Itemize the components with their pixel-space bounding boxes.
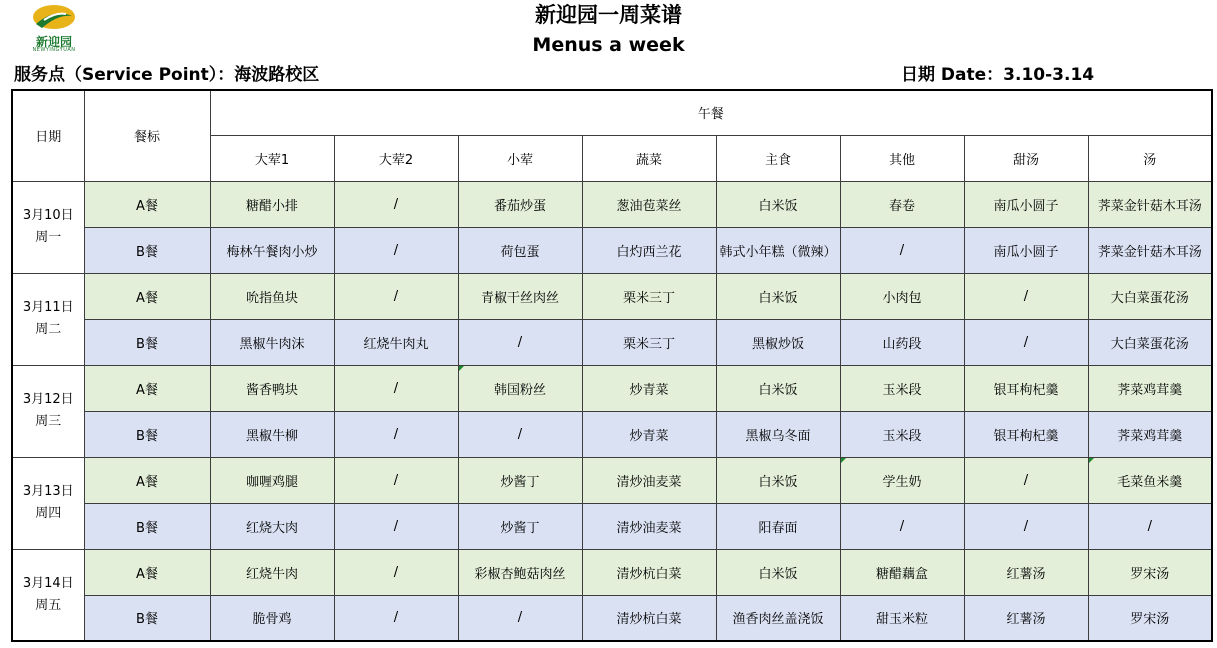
header-date: 日期 — [12, 90, 84, 181]
dish-cell: 脆骨鸡 — [210, 595, 334, 641]
header-lunch: 午餐 — [210, 90, 1212, 135]
dish-cell: / — [458, 411, 582, 457]
header-col: 其他 — [840, 135, 964, 181]
dish-cell: 白灼西兰花 — [582, 227, 716, 273]
dish-cell: 炒青菜 — [582, 365, 716, 411]
day-weekday: 周五 — [35, 597, 62, 613]
dish-cell: 银耳枸杞羹 — [964, 411, 1088, 457]
table-row — [12, 365, 1212, 411]
table-row — [12, 181, 1212, 227]
dish-cell: / — [334, 457, 458, 503]
day-cell — [12, 181, 84, 273]
table-row — [12, 411, 1212, 457]
meal-cell: A餐 — [84, 181, 210, 227]
dish-cell: 清炒杭白菜 — [582, 595, 716, 641]
dish-cell: / — [840, 503, 964, 549]
header-col: 大荤2 — [334, 135, 458, 181]
dish-cell: 渔香肉丝盖浇饭 — [716, 595, 840, 641]
dish-cell: 白米饭 — [716, 273, 840, 319]
dish-cell: 梅林午餐肉小炒 — [210, 227, 334, 273]
dish-cell: 红薯汤 — [964, 549, 1088, 595]
dish-cell: / — [334, 227, 458, 273]
dish-cell: 韩式小年糕（微辣） — [716, 227, 840, 273]
logo-brand-cn: 新迎园 — [35, 35, 72, 49]
dish-cell: 南瓜小圆子 — [964, 181, 1088, 227]
dish-cell: 银耳枸杞羹 — [964, 365, 1088, 411]
dish-cell: 玉米段 — [840, 411, 964, 457]
day-weekday: 周一 — [35, 230, 62, 245]
day-weekday: 周四 — [35, 506, 62, 521]
header-col: 主食 — [716, 135, 840, 181]
header-col: 汤 — [1088, 135, 1212, 181]
dish-cell: / — [458, 319, 582, 365]
dish-cell: 清炒油麦菜 — [582, 503, 716, 549]
dish-cell: 南瓜小圆子 — [964, 227, 1088, 273]
header-col: 小荤 — [458, 135, 582, 181]
dish-cell: 荷包蛋 — [458, 227, 582, 273]
dish-cell: / — [334, 181, 458, 227]
meal-cell: B餐 — [84, 227, 210, 273]
dish-cell: 红薯汤 — [964, 595, 1088, 641]
table-row — [12, 227, 1212, 273]
dish-cell: 玉米段 — [840, 365, 964, 411]
day-weekday: 周三 — [35, 414, 62, 429]
dish-cell: 春卷 — [840, 181, 964, 227]
dish-cell: 栗米三丁 — [582, 319, 716, 365]
dish-cell: / — [458, 595, 582, 641]
dish-cell: 白米饭 — [716, 365, 840, 411]
dish-cell: 大白菜蛋花汤 — [1088, 273, 1212, 319]
day-date: 3月10日 — [22, 208, 74, 223]
page-title: 新迎园一周菜谱 — [535, 3, 682, 27]
day-date: 3月14日 — [22, 575, 74, 591]
dish-cell: 炒酱丁 — [458, 457, 582, 503]
dish-cell: 炒青菜 — [582, 411, 716, 457]
dish-cell: 白米饭 — [716, 181, 840, 227]
dish-cell: 糖醋小排 — [210, 181, 334, 227]
dish-cell: / — [334, 411, 458, 457]
meal-cell: A餐 — [84, 365, 210, 411]
dish-cell: 荠菜金针菇木耳汤 — [1088, 227, 1212, 273]
day-cell — [12, 457, 84, 549]
dish-cell: 小肉包 — [840, 273, 964, 319]
table-row — [12, 549, 1212, 595]
meal-cell: B餐 — [84, 503, 210, 549]
meal-cell: A餐 — [84, 457, 210, 503]
dish-cell: 炒酱丁 — [458, 503, 582, 549]
table-row — [12, 503, 1212, 549]
table-row — [12, 595, 1212, 641]
meal-cell: A餐 — [84, 273, 210, 319]
dish-cell: 阳春面 — [716, 503, 840, 549]
day-weekday: 周二 — [35, 322, 62, 337]
table-row — [12, 273, 1212, 319]
page-subtitle: Menus a week — [532, 34, 685, 56]
meal-cell: B餐 — [84, 595, 210, 641]
date-range-label: 日期 Date：3.10-3.14 — [901, 65, 1095, 85]
dish-cell: 白米饭 — [716, 549, 840, 595]
dish-cell: 红烧牛肉 — [210, 549, 334, 595]
dish-cell: / — [840, 227, 964, 273]
dish-cell: 山药段 — [840, 319, 964, 365]
dish-cell: / — [334, 273, 458, 319]
dish-cell: / — [334, 549, 458, 595]
day-cell — [12, 549, 84, 641]
dish-cell: 吮指鱼块 — [210, 273, 334, 319]
meal-cell: B餐 — [84, 411, 210, 457]
service-point-label: 服务点（Service Point）：海波路校区 — [14, 65, 320, 85]
dish-cell: 黑椒牛肉沫 — [210, 319, 334, 365]
dish-cell: 葱油苞菜丝 — [582, 181, 716, 227]
logo-brand-en: NEWYINGYUAN — [32, 47, 76, 53]
dish-cell: 甜玉米粒 — [840, 595, 964, 641]
dish-cell: / — [1088, 503, 1212, 549]
dish-cell: 番茄炒蛋 — [458, 181, 582, 227]
day-date: 3月12日 — [22, 392, 74, 407]
dish-cell: 黑椒炒饭 — [716, 319, 840, 365]
dish-cell: / — [964, 319, 1088, 365]
dish-cell: 栗米三丁 — [582, 273, 716, 319]
dish-cell: / — [964, 273, 1088, 319]
table-row — [12, 319, 1212, 365]
dish-cell: 学生奶 — [840, 457, 964, 503]
dish-cell: 彩椒杏鲍菇肉丝 — [458, 549, 582, 595]
dish-cell: 黑椒牛柳 — [210, 411, 334, 457]
day-cell — [12, 365, 84, 457]
dish-cell: 红烧牛肉丸 — [334, 319, 458, 365]
dish-cell: 糖醋藕盒 — [840, 549, 964, 595]
dish-cell: 罗宋汤 — [1088, 595, 1212, 641]
dish-cell: 大白菜蛋花汤 — [1088, 319, 1212, 365]
dish-cell: 韩国粉丝 — [458, 365, 582, 411]
header-meal: 餐标 — [84, 90, 210, 181]
dish-cell: 酱香鸭块 — [210, 365, 334, 411]
day-date: 3月13日 — [22, 484, 74, 499]
dish-cell: / — [964, 457, 1088, 503]
dish-cell: 黑椒乌冬面 — [716, 411, 840, 457]
dish-cell: 清炒杭白菜 — [582, 549, 716, 595]
dish-cell: 咖喱鸡腿 — [210, 457, 334, 503]
dish-cell: 荠菜金针菇木耳汤 — [1088, 181, 1212, 227]
dish-cell: 白米饭 — [716, 457, 840, 503]
dish-cell: / — [334, 503, 458, 549]
meal-cell: A餐 — [84, 549, 210, 595]
dish-cell: 荠菜鸡茸羹 — [1088, 411, 1212, 457]
dish-cell: / — [334, 595, 458, 641]
dish-cell: 毛菜鱼米羹 — [1088, 457, 1212, 503]
meal-cell: B餐 — [84, 319, 210, 365]
dish-cell: / — [964, 503, 1088, 549]
dish-cell: 荠菜鸡茸羹 — [1088, 365, 1212, 411]
day-date: 3月11日 — [22, 300, 74, 315]
dish-cell: 青椒干丝肉丝 — [458, 273, 582, 319]
menu-body — [12, 181, 1212, 641]
header-col: 蔬菜 — [582, 135, 716, 181]
dish-cell: / — [334, 365, 458, 411]
header-col: 甜汤 — [964, 135, 1088, 181]
day-cell — [12, 273, 84, 365]
dish-cell: 清炒油麦菜 — [582, 457, 716, 503]
header-col: 大荤1 — [210, 135, 334, 181]
table-row — [12, 457, 1212, 503]
menu-table — [11, 89, 1213, 642]
dish-cell: 红烧大肉 — [210, 503, 334, 549]
dish-cell: 罗宋汤 — [1088, 549, 1212, 595]
